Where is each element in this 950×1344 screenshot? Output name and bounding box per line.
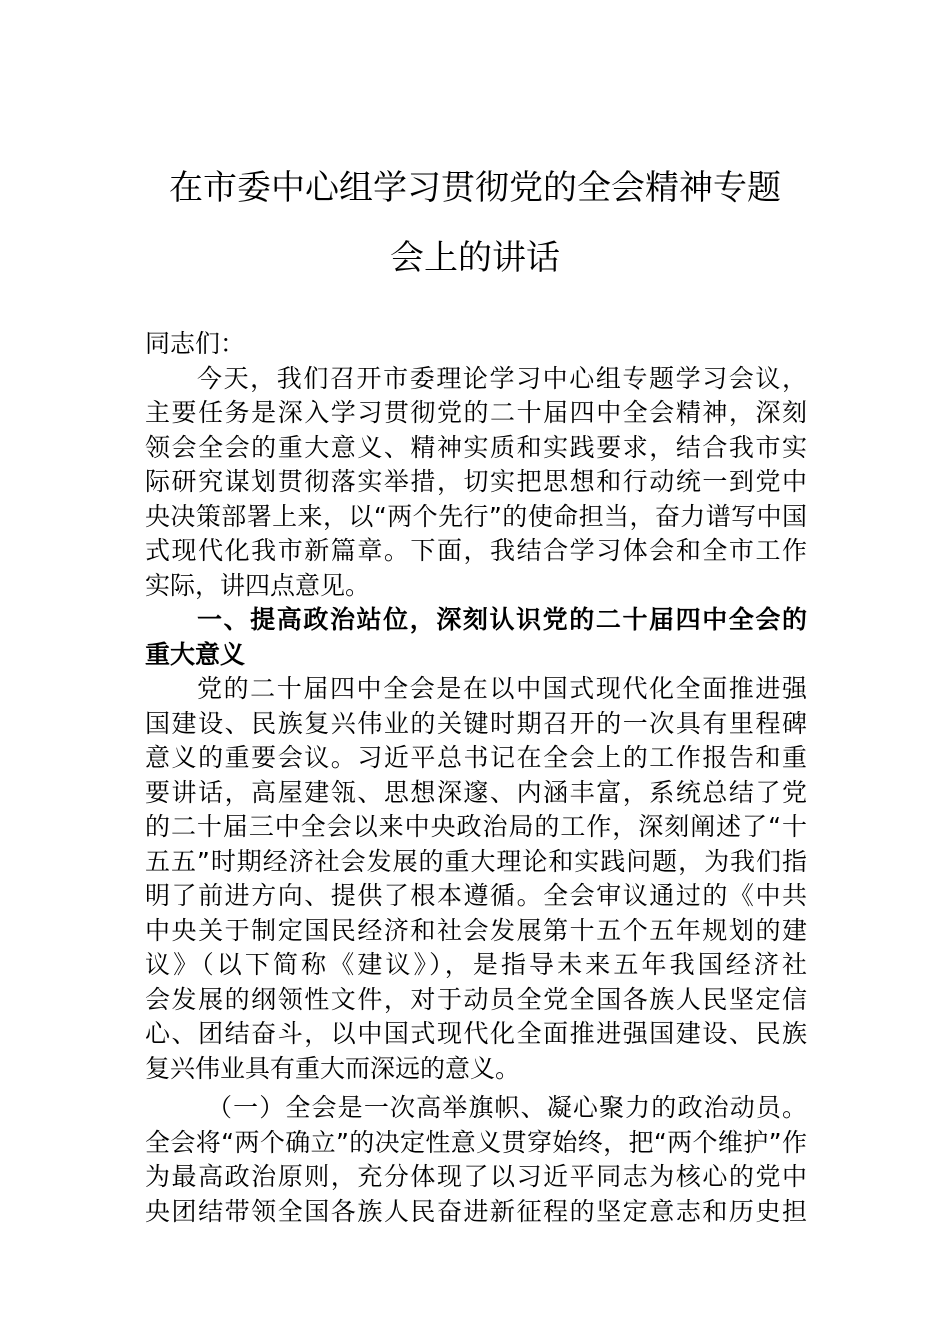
subsection-paragraph bbox=[145, 1086, 807, 1229]
text-line: 中央关于制定国民经济和社会发展第十五个五年规划的建 bbox=[145, 915, 807, 945]
text-line: 央团结带领全国各族人民奋进新征程的坚定意志和历史担 bbox=[145, 1196, 807, 1226]
text-line: 议》（以下简称《建议》），是指导未来五年我国经济社 bbox=[145, 950, 807, 979]
text-line: 心、团结奋斗，以中国式现代化全面推进强国建设、民族 bbox=[145, 1019, 807, 1048]
text-line: 实际，讲四点意见。 bbox=[145, 570, 371, 600]
text-line: 的二十届三中全会以来中央政治局的工作，深刻阐述了“十 bbox=[145, 812, 807, 841]
text-line: 党的二十届四中全会是在以中国式现代化全面推进强 bbox=[197, 674, 807, 703]
text-line: （一）全会是一次高举旗帜、凝心聚力的政治动员。 bbox=[207, 1093, 807, 1122]
text-line: 要讲话，高屋建瓴、思想深邃、内涵丰富，系统总结了党 bbox=[145, 777, 807, 807]
text-line: 主要任务是深入学习贯彻党的二十届四中全会精神，深刻 bbox=[145, 398, 807, 427]
text-line: 为最高政治原则，充分体现了以习近平同志为核心的党中 bbox=[145, 1162, 807, 1191]
text-line: 意义的重要会议。习近平总书记在全会上的工作报告和重 bbox=[145, 743, 807, 772]
text-line: 央决策部署上来，以“两个先行”的使命担当，奋力谱写中国 bbox=[145, 501, 807, 531]
section-heading bbox=[145, 603, 807, 672]
section-paragraph bbox=[145, 672, 807, 1086]
text-line: 国建设、民族复兴伟业的关键时期召开的一次具有里程碑 bbox=[145, 708, 807, 738]
text-line: 五五”时期经济社会发展的重大理论和实践问题，为我们指 bbox=[145, 846, 807, 876]
text-line: 式现代化我市新篇章。下面，我结合学习体会和全市工作 bbox=[145, 536, 807, 565]
text-line: 领会全会的重大意义、精神实质和实践要求，结合我市实 bbox=[145, 432, 807, 462]
text-line: 今天，我们召开市委理论学习中心组专题学习会议， bbox=[197, 363, 807, 393]
text-line: 会发展的纲领性文件，对于动员全党全国各族人民坚定信 bbox=[145, 984, 807, 1014]
intro-paragraph bbox=[145, 362, 807, 604]
text-line: 全会将“两个确立”的决定性意义贯穿始终，把“两个维护”作 bbox=[145, 1127, 807, 1157]
document-body bbox=[145, 327, 807, 1229]
salutation: 同志们： bbox=[145, 329, 246, 358]
text-line: 复兴伟业具有重大而深远的意义。 bbox=[145, 1053, 521, 1083]
document-title-line-2: 会上的讲话 bbox=[390, 238, 560, 278]
text-line: 重大意义 bbox=[145, 639, 246, 669]
text-line: 明了前进方向、提供了根本遵循。全会审议通过的《中共 bbox=[145, 881, 807, 910]
document-title-line-1: 在市委中心组学习贯彻党的全会精神专题 bbox=[169, 168, 781, 208]
text-line: 一、提高政治站位，深刻认识党的二十届四中全会的 bbox=[197, 605, 807, 634]
text-line: 际研究谋划贯彻落实举措，切实把思想和行动统一到党中 bbox=[145, 467, 807, 496]
